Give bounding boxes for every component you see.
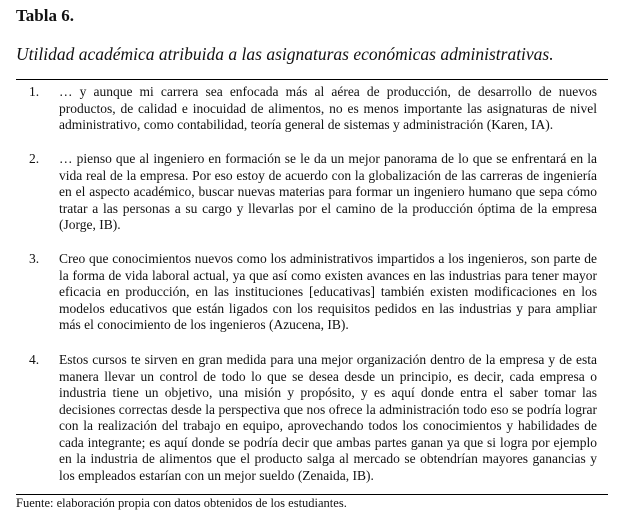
item-text: Estos cursos te sirven en gran medida para una mejor organización dentro de la empresa y de esta manera llevar un control de todo lo que se desea desde un principio, es decir, cada empresa o industria tiene un objetivo, una misión y propósito, y es aquí donde entra el saber tomar las decisiones correctas desde la perspectiva que nos ofrece la administración todo eso se podría lograr con la realización del trabajo en equipo, aprovechando todos los conocimientos y habilidades de cada integrante; es aquí donde se podría decir que ambas partes ganan ya que si logra por ejemplo en la industria de alimentos que el producto salga al mercado se obtendrían mayores ganancias y los empleados estarían con un mejor sueldo (Zenaida, IB). xyxy=(59,352,597,483)
item-text: … pienso que al ingeniero en formación se le da un mejor panorama de lo que se enfrentará en la vida real de la empresa. Por eso estoy de acuerdo con la globalización de las carreras de ingeniería en el aspecto académico, buscar nuevas materias para formar un ingeniero humano que sepa cómo tratar a las personas a su cargo y llevarlas por el camino de la producción óptima de la empresa (Jorge, IB). xyxy=(59,151,597,232)
table-bottom-rule xyxy=(16,494,608,495)
table-title: Utilidad académica atribuida a las asignaturas económicas administrativas. xyxy=(16,44,554,64)
source-note: Fuente: elaboración propia con datos obtenidos de los estudiantes. xyxy=(16,496,347,510)
table-label: Tabla 6. xyxy=(16,6,74,25)
item-number: 2. xyxy=(29,151,40,166)
item-number: 1. xyxy=(29,84,40,99)
item-text: … y aunque mi carrera sea enfocada más al aérea de producción, de desarrollo de nuevos productos, de calidad e inocuidad de alimentos, no es menos importante las asignaturas de nivel administrativo, como contabilidad, teoría general de sistemas y administración (Karen, IA). xyxy=(59,84,597,132)
table-top-rule xyxy=(16,79,608,80)
list-item xyxy=(16,251,608,334)
item-number: 3. xyxy=(29,251,40,266)
list-item xyxy=(16,84,608,134)
list-item xyxy=(16,352,608,484)
item-number: 4. xyxy=(29,352,40,367)
item-text: Creo que conocimientos nuevos como los administrativos impartidos a los ingenieros, son parte de la forma de vida laboral actual, ya que así como existen avances en las industrias para tener mayor eficacia en producción, en las instituciones [educativas] también existen modificaciones en los modelos educativos que están ligados con los requisitos pedidos en las industrias y para ampliar más el conocimiento de los ingenieros (Azucena, IB). xyxy=(59,251,597,332)
list-item xyxy=(16,151,608,234)
